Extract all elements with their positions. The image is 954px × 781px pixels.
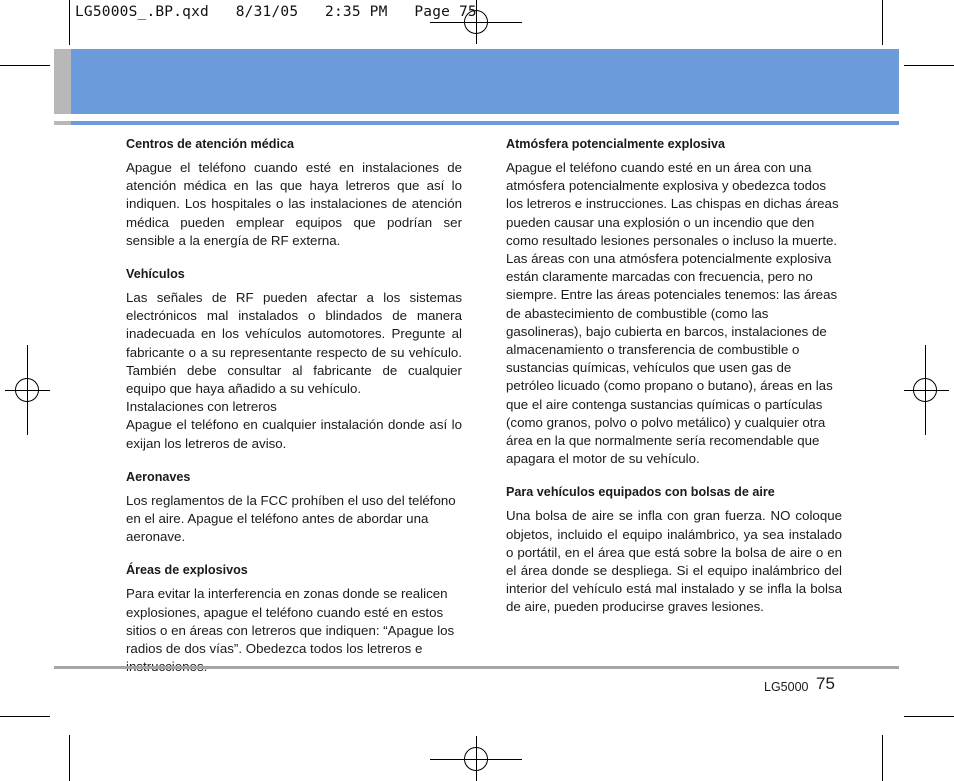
- header-band: [54, 49, 899, 114]
- section-paragraph: Apague el teléfono en cualquier instalación donde así lo exijan los letreros de aviso.: [126, 417, 462, 451]
- section-aeronaves: [126, 468, 462, 547]
- section-atmosfera-explosiva: [506, 135, 842, 468]
- section-bolsas-aire: [506, 483, 842, 616]
- header-rule-tab: [54, 121, 71, 125]
- footer-rule: [54, 666, 899, 669]
- section-centros-atencion: [126, 135, 462, 250]
- section-heading: Centros de atención médica: [126, 137, 294, 151]
- header-band-tab: [54, 49, 71, 114]
- section-heading: Atmósfera potencialmente explosiva: [506, 137, 726, 151]
- section-heading: Vehículos: [126, 267, 185, 282]
- section-paragraph: Apague el teléfono cuando esté en instalaciones de atención médica en las que haya letreros que así lo indiquen. Los hospitales o las instalaciones de atención médica pueden emplear equipos que podrían ser sensible a la energía de RF externa.: [126, 160, 462, 248]
- footer-model: LG5000: [764, 680, 809, 694]
- section-paragraph: Para evitar la interferencia en zonas donde se realicen explosiones, apague el teléfono cuando esté en estos sitios o en áreas con letreros que indiquen: “Apague los radios de dos vías”. Obedezca todos los letreros e: [126, 586, 455, 657]
- section-paragraph: Apague el teléfono cuando esté en un área con una atmósfera potencialmente explosiva y obedezca todos los letreros e instrucciones. Las chispas en dichas áreas pueden causar una explosión o un incendio que den como resultado lesiones personales o incluso la muerte. Las áreas con una atmósfera potencialmente explosiva están claramente marcadas con frecuencia, pero no siempre. Entre las áreas potenciales tenemos: las áreas de abastecimiento de combustible (como las gasolineras), bajo cubierta en barcos, instalaciones de almacenamiento o transferencia de combustible o sustancias químicas, vehículos que usen gas de petróleo licuado (como propano o butano), áreas en las que el aire contenga sustancias químicas o partículas (como granos, polvo o polvo metálico) y cualquier otra área en la que normalmente sería recomendable que apagara el motor de su vehículo.: [506, 160, 839, 467]
- page-number: 75: [816, 674, 835, 693]
- section-heading: Para vehículos equipados con bolsas de aire: [506, 485, 775, 500]
- section-vehiculos: [126, 265, 462, 453]
- section-paragraph: Las señales de RF pueden afectar a los sistemas electrónicos mal instalados o blindados de manera inadecuada en los vehículos automotores. Pregunte al fabricante o a su representante respecto de su vehículo. También debe consultar al fabricante de cualquier equipo que haya añadido a su vehículo.: [126, 290, 462, 397]
- section-heading: Áreas de explosivos: [126, 563, 248, 578]
- left-column: [126, 135, 462, 691]
- section-paragraph: Una bolsa de aire se infla con gran fuerza. NO coloque objetos, incluido el equipo inalámbrico, ya sea instalado o portátil, en el área que está sobre la bolsa de aire o en el área donde se despliega. Si el equipo inalámbrico del interior del vehículo está mal instalado y se infla la bolsa de aire, pueden producirse graves lesiones.: [506, 508, 842, 615]
- section-heading: Aeronaves: [126, 469, 191, 484]
- right-column: [506, 135, 842, 632]
- header-rule: [54, 121, 899, 125]
- section-paragraph: Instalaciones con letreros: [126, 399, 277, 415]
- print-slug: LG5000S_.BP.qxd 8/31/05 2:35 PM Page 75: [75, 4, 477, 20]
- section-areas-explosivos: [126, 561, 462, 676]
- section-paragraph: Los reglamentos de la FCC prohíben el uso del teléfono en el aire. Apague el teléfono antes de abordar una aeronave.: [126, 492, 456, 545]
